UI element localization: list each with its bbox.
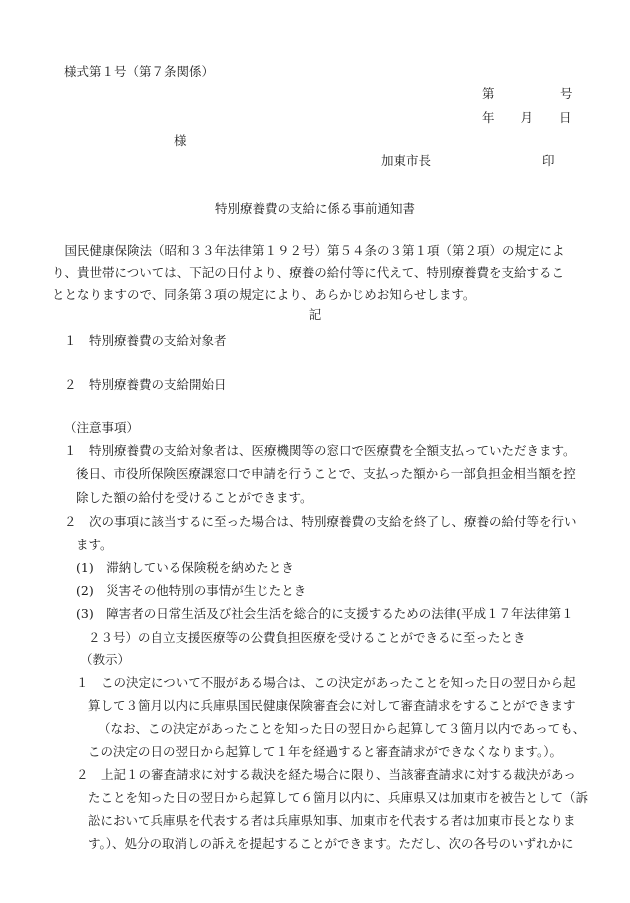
page-title: 特別療養費の支給に係る事前通知書 <box>214 201 415 216</box>
body-line: ととなりますので、同条第３項の規定により、あらかじめお知らせします。 <box>52 287 476 302</box>
kyoji-line: （なお、この決定があったことを知った日の翌日から起算して３箇月以内であっても、 <box>98 721 586 736</box>
date-day: 日 <box>559 110 572 125</box>
date-row <box>482 110 582 126</box>
body-line: 国民健康保険法（昭和３３年法律第１９２号）第５４条の３第１項（第２項）の規定によ <box>52 243 565 258</box>
notes-line: 除した額の給付を受けることができます。 <box>76 490 313 505</box>
number-suffix: 号 <box>560 86 573 101</box>
notes-line: (3) 障害者の日常生活及び社会生活を総合的に支援するための法律(平成１７年法律第１ <box>76 606 574 621</box>
kyoji-line: この決定の日の翌日から起算して１年を経過すると審査請求ができなくなります。）。 <box>88 744 563 759</box>
item-start-date: ２ 特別療養費の支給開始日 <box>64 377 227 392</box>
kyoji-line: す。）、処分の取消しの訴えを提起することができます。ただし、次の各号のいずれかに <box>88 836 574 851</box>
kyoji-line: １ この決定について不服がある場合は、この決定があったことを知った日の翌日から起 <box>76 675 576 690</box>
kyoji-heading: （教示） <box>80 652 131 667</box>
ki-heading: 記 <box>308 307 322 322</box>
notes-line: ２３号）の自立支援医療等の公費負担医療を受けることができるに至ったとき <box>88 630 526 645</box>
addressee-honorific: 様 <box>174 133 187 148</box>
kyoji-line: ２ 上記１の審査請求に対する裁決を経た場合に限り、当該審査請求に対する裁決があっ <box>76 767 576 782</box>
notes-line: ます。 <box>76 537 113 552</box>
kyoji-line: たことを知った日の翌日から起算して６箇月以内に、兵庫県又は加東市を被告として（訴 <box>88 790 589 805</box>
issuer: 加東市長 <box>381 153 432 168</box>
date-month: 月 <box>520 110 534 125</box>
notes-line: １ 特別療養費の支給対象者は、医療機関等の窓口で医療費を全額支払っていただきます。 <box>64 443 576 458</box>
notes-line: ２ 次の事項に該当するに至った場合は、特別療養費の支給を終了し、療養の給付等を行い <box>64 514 577 529</box>
notes-line: 後日、市役所保険医療課窓口で申請を行うことで、支払った額から一部負担金相当額を控 <box>76 466 576 481</box>
item-target-person: １ 特別療養費の支給対象者 <box>64 333 227 348</box>
seal-mark: 印 <box>542 153 555 168</box>
kyoji-line: 算して３箇月以内に兵庫県国民健康保険審査会に対して審査請求をすることができます <box>88 698 576 713</box>
notes-line: (1) 滞納している保険税を納めたとき <box>76 560 294 575</box>
kyoji-line: 訟において兵庫県を代表する者は兵庫県知事、加東市を代表する者は加東市長となりま <box>88 813 576 828</box>
number-label: 第 <box>482 86 495 101</box>
body-line: り、貴世帯については、下記の日付より、療養の給付等に代えて、特別療養費を支給するこ <box>52 265 565 280</box>
form-number: 様式第１号（第７条関係） <box>64 64 215 79</box>
notes-heading: （注意事項） <box>64 420 140 435</box>
notes-line: (2) 災害その他特別の事情が生じたとき <box>76 583 307 598</box>
date-year: 年 <box>482 110 495 125</box>
